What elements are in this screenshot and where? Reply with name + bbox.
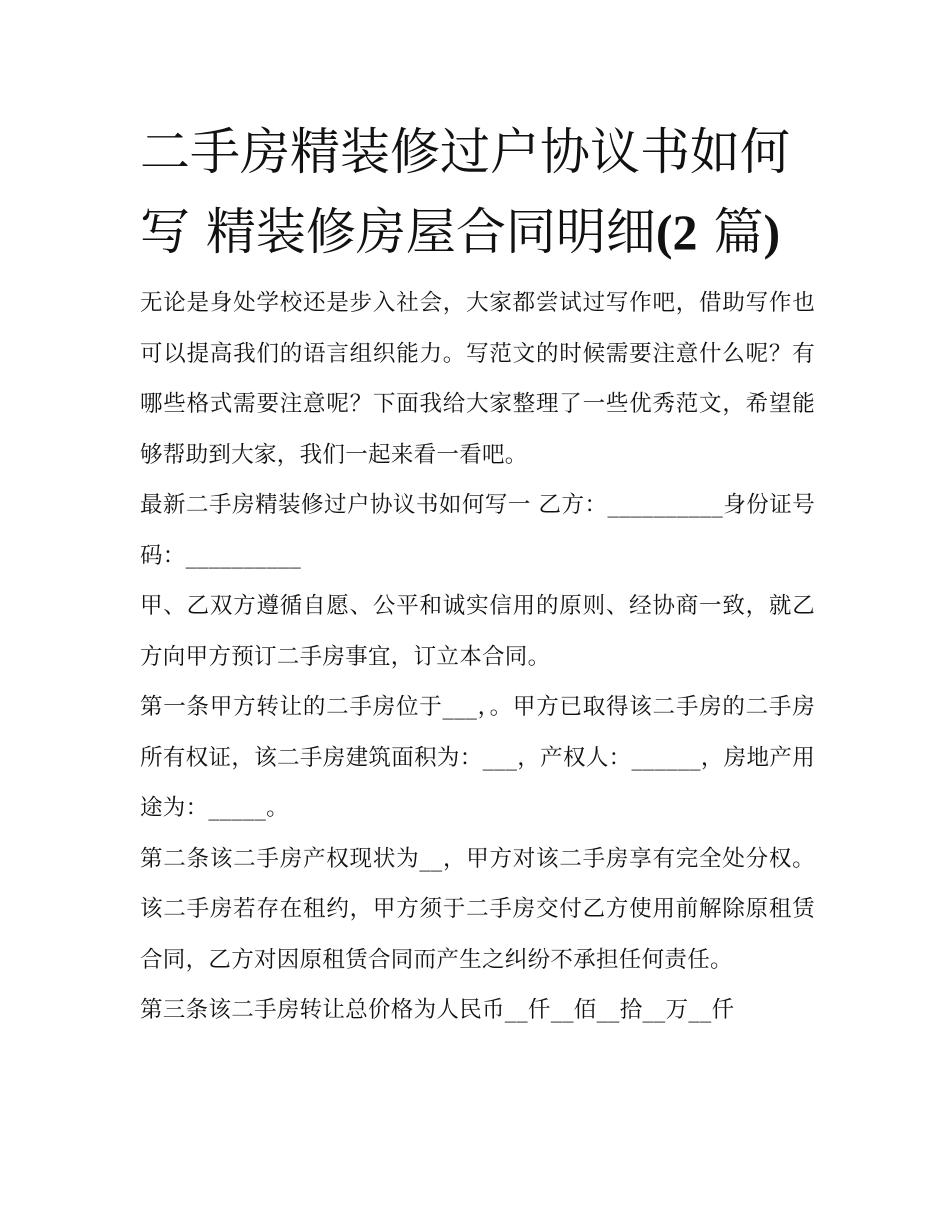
paragraph-parties: 最新二手房精装修过户协议书如何写一 乙方：__________身份证号码：__________ [140, 492, 815, 569]
title-count-close: ) [763, 204, 781, 260]
paragraph-article-2: 第二条该二手房产权现状为__，甲方对该二手房享有完全处分权。该二手房若存在租约，甲方须于二手房交付乙方使用前解除原租赁合同，乙方对因原租赁合同而产生之纠纷不承担任何责任。 [140, 845, 815, 973]
title-count-unit: 篇 [697, 203, 764, 261]
title-count-open: (2 [655, 204, 698, 260]
title-line-2-text: 写 精装修房屋合同明细 [140, 203, 656, 261]
paragraph-intro: 无论是身处学校还是步入社会，大家都尝试过写作吧，借助写作也可以提高我们的语言组织能力。写范文的时候需要注意什么呢？有哪些格式需要注意呢？下面我给大家整理了一些优秀范文，希望能够帮助到大家，我们一起来看一看吧。 [140, 290, 815, 468]
paragraph-article-1: 第一条甲方转让的二手房位于___，。甲方已取得该二手房的二手房所有权证，该二手房建筑面积为：___，产权人：______，房地产用途为：_____。 [140, 694, 815, 821]
title-line-2 [140, 203, 780, 261]
page-title [140, 112, 820, 272]
paragraph-principles: 甲、乙双方遵循自愿、公平和诚实信用的原则、经协商一致，就乙方向甲方预订二手房事宜，订立本合同。 [140, 593, 815, 670]
paragraph-article-3: 第三条该二手房转让总价格为人民币__仟__佰__拾__万__仟 [140, 997, 735, 1023]
document-body [140, 278, 815, 1036]
title-line-1: 二手房精装修过户协议书如何 [140, 123, 790, 181]
